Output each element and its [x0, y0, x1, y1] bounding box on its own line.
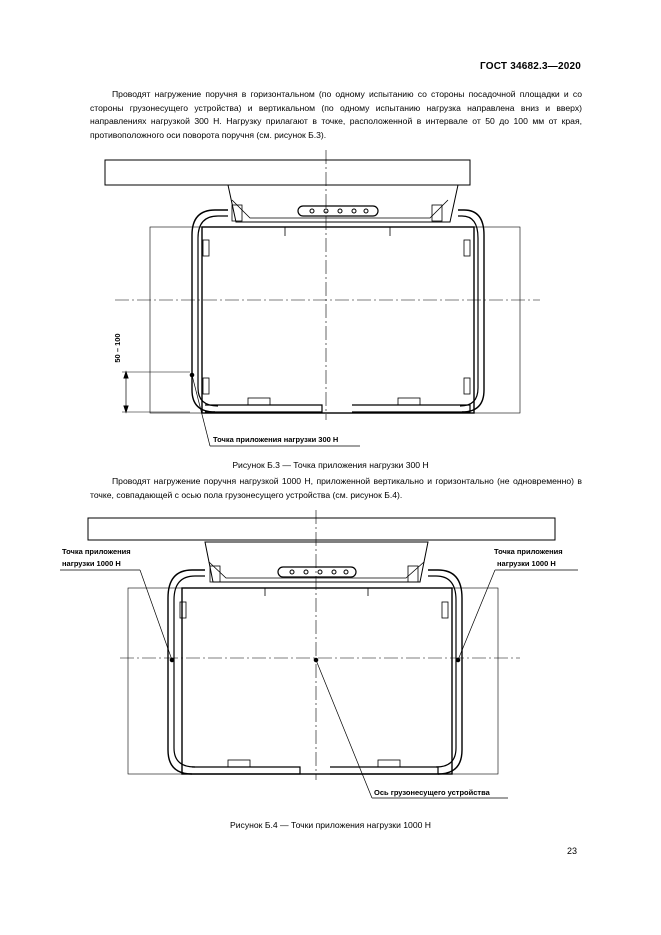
- axis-callout: Ось грузонесущего устройства: [374, 788, 490, 797]
- landing-platform-slab: [105, 160, 470, 185]
- leader-line-axis: [316, 660, 372, 798]
- paragraph-300n: [90, 88, 582, 142]
- figure-b4-caption: Рисунок Б.4 — Точки приложения нагрузки 1000 Н: [230, 820, 431, 830]
- leader-line-right: [458, 570, 495, 660]
- shaft-outline: [150, 227, 520, 413]
- figure-b4-drawing: [0, 510, 661, 810]
- callout-right-line2: нагрузки 1000 Н: [497, 559, 556, 568]
- carrier-floor-panel: [202, 227, 474, 413]
- landing-platform-slab: [88, 518, 555, 540]
- paragraph-1000n-text: Проводят нагружение поручня нагрузкой 1000 Н, приложенной вертикально и горизонтально (не одновременно) в точке, совпадающей с осью пола грузонесущего устройства (см. рисунок Б.4).: [90, 476, 582, 500]
- leader-line-left: [140, 570, 172, 660]
- dimension-label: 50 – 100: [113, 333, 122, 363]
- callout-right-line1: Точка приложения: [494, 547, 563, 556]
- leader-line-300n: [192, 375, 210, 446]
- document-header: ГОСТ 34682.3—2020: [480, 61, 581, 72]
- paragraph-1000n: [90, 475, 582, 502]
- callout-left-line2: нагрузки 1000 Н: [62, 559, 121, 568]
- handrail-right-outer: [458, 210, 484, 412]
- callout-300n: Точка приложения нагрузки 300 Н: [213, 435, 339, 444]
- paragraph-300n-text: Проводят нагружение поручня в горизонтальном (по одному испытанию со стороны посадочной площадки и со стороны грузонесущего устройства) и вертикальном (по одному испытанию нагрузка направлена вниз и вверх) направлениях нагрузкой 300 Н. Нагрузку прилагают в точке, расположенной в интервале от 50 до 100 мм от края, противоположного оси поворота поручня (см. рисунок Б.3).: [90, 89, 582, 140]
- figure-b3-caption: Рисунок Б.3 — Точка приложения нагрузки 300 Н: [232, 460, 429, 470]
- page-number: 23: [566, 846, 577, 856]
- figure-b3-drawing: [0, 150, 661, 455]
- callout-left-line1: Точка приложения: [62, 547, 131, 556]
- handrail-right-inner: [458, 216, 478, 406]
